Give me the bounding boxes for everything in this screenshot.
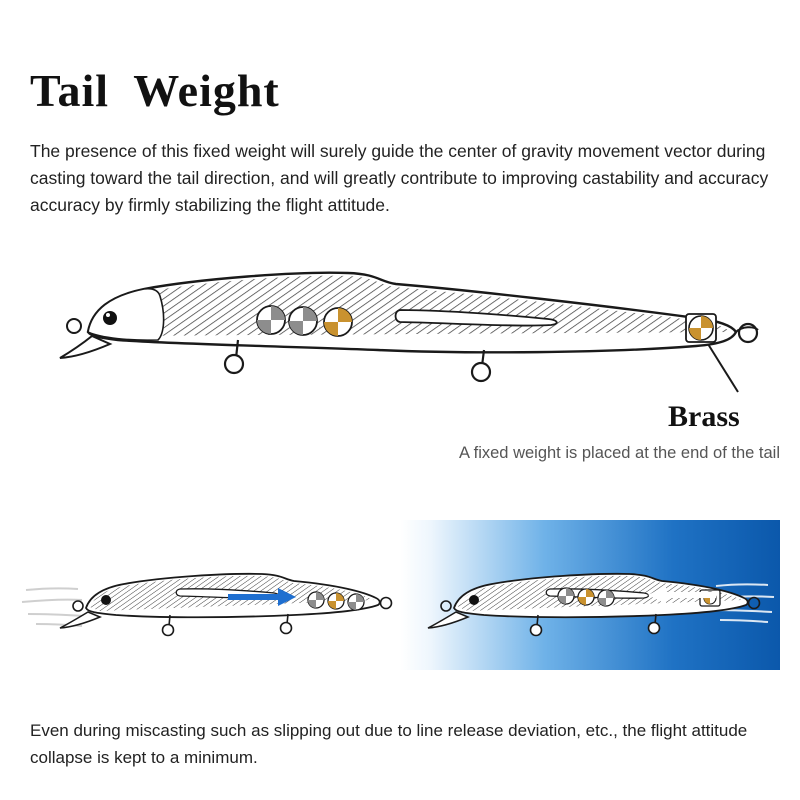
lure-head-section	[88, 289, 164, 340]
small-weight-balls-right	[558, 588, 614, 606]
lure-lip	[60, 336, 110, 358]
main-lure-diagram	[48, 240, 768, 390]
small-lure-left	[20, 520, 400, 670]
weight-ball-tungsten-1	[257, 306, 285, 334]
nose-line-eyelet	[67, 319, 81, 333]
small-weight-balls-left	[308, 592, 364, 610]
tail-fixed-brass-weight	[686, 314, 716, 342]
weight-ball-brass	[324, 308, 352, 336]
brass-callout-line	[708, 344, 738, 392]
small-rear-hanger	[281, 614, 292, 634]
small-tail-ring	[381, 598, 392, 609]
brass-label: Brass	[668, 400, 740, 433]
small-rear-hanger-2	[649, 614, 660, 634]
miscast-caption: Even during miscasting such as slipping out due to line release deviation, etc., the flight attitude collapse is kept to a minimum.	[30, 721, 748, 768]
small-lure-lip-2	[428, 612, 468, 628]
small-lure-eye	[101, 595, 111, 605]
small-lure-eye-2	[469, 595, 479, 605]
panel-air-normal	[20, 520, 400, 670]
intro-paragraph: The presence of this fixed weight will surely guide the center of gravity movement vector during casting toward the tail direction, and will greatly contribute to improving castability and accuracy accuracy by firmly stabilizing the flight attitude.	[30, 140, 769, 215]
small-nose-eyelet-2	[441, 601, 451, 611]
small-tail-ring-2	[749, 598, 760, 609]
panel-air-resistance	[400, 520, 780, 670]
tail-weight-caption: A fixed weight is placed at the end of the tail	[458, 444, 780, 462]
lure-eye	[103, 311, 117, 325]
small-lure-right	[400, 520, 780, 670]
weight-ball-tungsten-2	[289, 307, 317, 335]
page-title: Tail Weight	[30, 64, 280, 116]
rear-hook-hanger	[472, 350, 490, 381]
minnow-lure-side-view	[48, 240, 768, 390]
tail-ring	[736, 324, 758, 342]
small-nose-eyelet	[73, 601, 83, 611]
lure-eye-highlight	[106, 313, 110, 317]
